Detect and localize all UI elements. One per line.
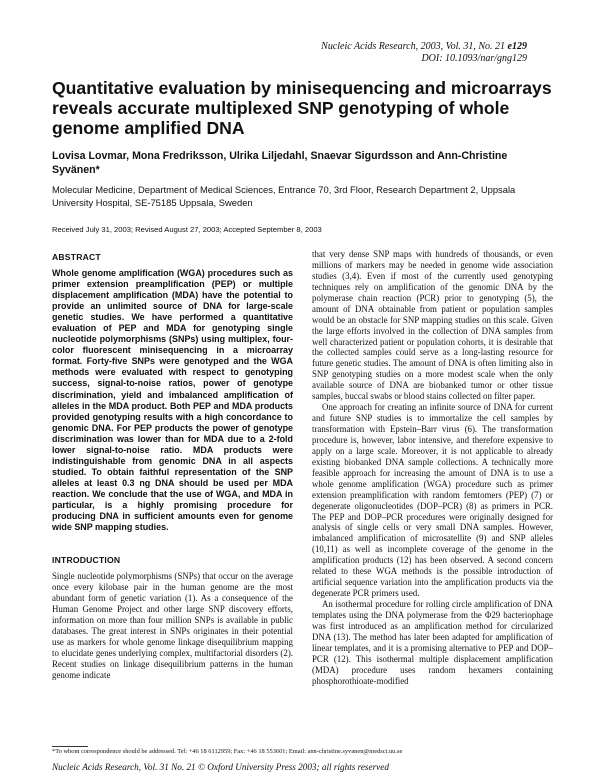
introduction-paragraph: Single nucleotide polymorphisms (SNPs) that occur on the average once every kilobase pair in the human genome are the most abundant form of genetic variation (1). As a consequence of the Human Genome Project and other large SNP discovery efforts, information on more than four million SNPs is available in public databases. The great interest in SNPs originates in their potential use as markers for whole genome linkage disequilibrium mapping to elucidate genes underlying complex, multifactorial disorders (2). Recent studies on linkage disequilibrium patterns in the human genome indicate — [52, 571, 293, 680]
body-paragraph: One approach for creating an infinite source of DNA for current and future SNP studies is to immortalize the cell samples by transformation with Epstein–Barr virus (6). The transformation procedure is, however, labor intensive, and therefore expensive to apply on a large scale. Moreover, it is not applicable to already existing biobanked DNA sample collections. A technically more feasible approach for increasing the amount of DNA is to use a whole genome amplification (WGA) procedure such as primer extension preamplification with random femtomers (PEP) (7) or degenerate oligonucleotides (DOP–PCR) (8) as primers in PCR. The PEP and DOP–PCR procedures were originally designed for analysis of single cells or very small DNA samples. However, imbalanced amplification of microsatellite (9) and SNP alleles (10,11) as well as incomplete coverage of the genome in the amplification products (12) has been observed. A second concern related to these WGA methods is the possible introduction of artificial sequence variation into the amplification products via the degenerate PCR primers used. — [312, 402, 553, 599]
article-title: Quantitative evaluation by minisequencing and microarrays reveals accurate multiplexed SNP genotyping of whole genome amplified DNA — [52, 78, 552, 138]
body-paragraph: that very dense SNP maps with hundreds of thousands, or even millions of markers may be needed in genome wide association studies (3,4). Even if most of the currently used genotyping techniques rely on amplification of the genomic DNA by the polymerase chain reaction (PCR) prior to genotyping (5), the amount of DNA obtainable from patient or population samples would be an obstacle for SNP mapping studies on this scale. Given the large efforts involved in the collection of DNA samples from well characterized patient or population cohorts, it is desirable that the collected samples could serve as a long-lasting resource for future genetic studies. The amount of DNA is often limiting also in SNP genotyping studies on a more modest scale when the only available source of DNA are biobanked tumor or other tissue samples, buccal swabs or blood stains collected on filter paper. — [312, 249, 553, 402]
journal-header — [321, 41, 527, 65]
page-footer: Nucleic Acids Research, Vol. 31 No. 21 © Oxford University Press 2003; all rights reserved — [52, 762, 389, 772]
article-id: e129 — [507, 41, 527, 52]
abstract-text: Whole genome amplification (WGA) procedures such as primer extension preamplification (PEP) or multiple displacement amplification (MDA) have the potential to provide an unlimited source of DNA for large-scale genetic studies. We have performed a quantitative evaluation of PEP and MDA for genotyping single nucleotide polymorphisms (SNPs) using multiplex, four-color fluorescent minisequencing in a microarray format. Forty-five SNPs were genotyped and the WGA methods were evaluated with respect to genotyping success, signal-to-noise ratios, power of genotype discrimination, yield and imbalanced amplification of alleles in the MDA product. Both PEP and MDA products provided genotyping results with a high concordance to genomic DNA. For PEP products the power of genotype discrimination was lower than for MDA due to a 2-fold lower signal-to-noise ratio. MDA products were indistinguishable from genomic DNA in all aspects studied. To obtain faithful representation of the SNP alleles at least 0.3 ng DNA should be used per MDA reaction. We conclude that the use of WGA, and MDA in particular, is a highly promising procedure for producing DNA in sufficient amounts even for genome wide SNP mapping studies. — [52, 268, 293, 533]
footnote-divider — [52, 746, 88, 747]
correspondence-footnote: *To whom correspondence should be addressed. Tel: +46 18 6112959; Fax: +46 18 553601; Email: ann-christine.syvanen@medsci.uu.se — [52, 748, 403, 755]
body-paragraph: An isothermal procedure for rolling circle amplification of DNA templates using the DNA polymerase from the Φ29 bacteriophage was first introduced as an amplification method for circularized DNA (13). The method has later been adapted for amplification of linear templates, and it is a promising alternative to PEP and DOP–PCR (12). This isothermal multiple displacement amplification (MDA) procedure uses random hexamers containing phosphorothioate-modified — [312, 599, 553, 686]
left-column — [52, 252, 293, 681]
affiliation: Molecular Medicine, Department of Medical Sciences, Entrance 70, 3rd Floor, Research Department 2, Uppsala University Hospital, SE-75185 Uppsala, Sweden — [52, 184, 516, 208]
received-dates: Received July 31, 2003; Revised August 27, 2003; Accepted September 8, 2003 — [52, 225, 322, 234]
journal-citation: Nucleic Acids Research, 2003, Vol. 31, No. 21 — [321, 41, 506, 52]
author-list: Lovisa Lovmar, Mona Fredriksson, Ulrika Liljedahl, Snaevar Sigurdsson and Ann-Christine Syvänen* — [52, 150, 508, 176]
doi: DOI: 10.1093/nar/gng129 — [421, 53, 527, 64]
abstract-heading: ABSTRACT — [52, 252, 101, 262]
right-column — [312, 249, 553, 687]
introduction-heading: INTRODUCTION — [52, 555, 121, 566]
